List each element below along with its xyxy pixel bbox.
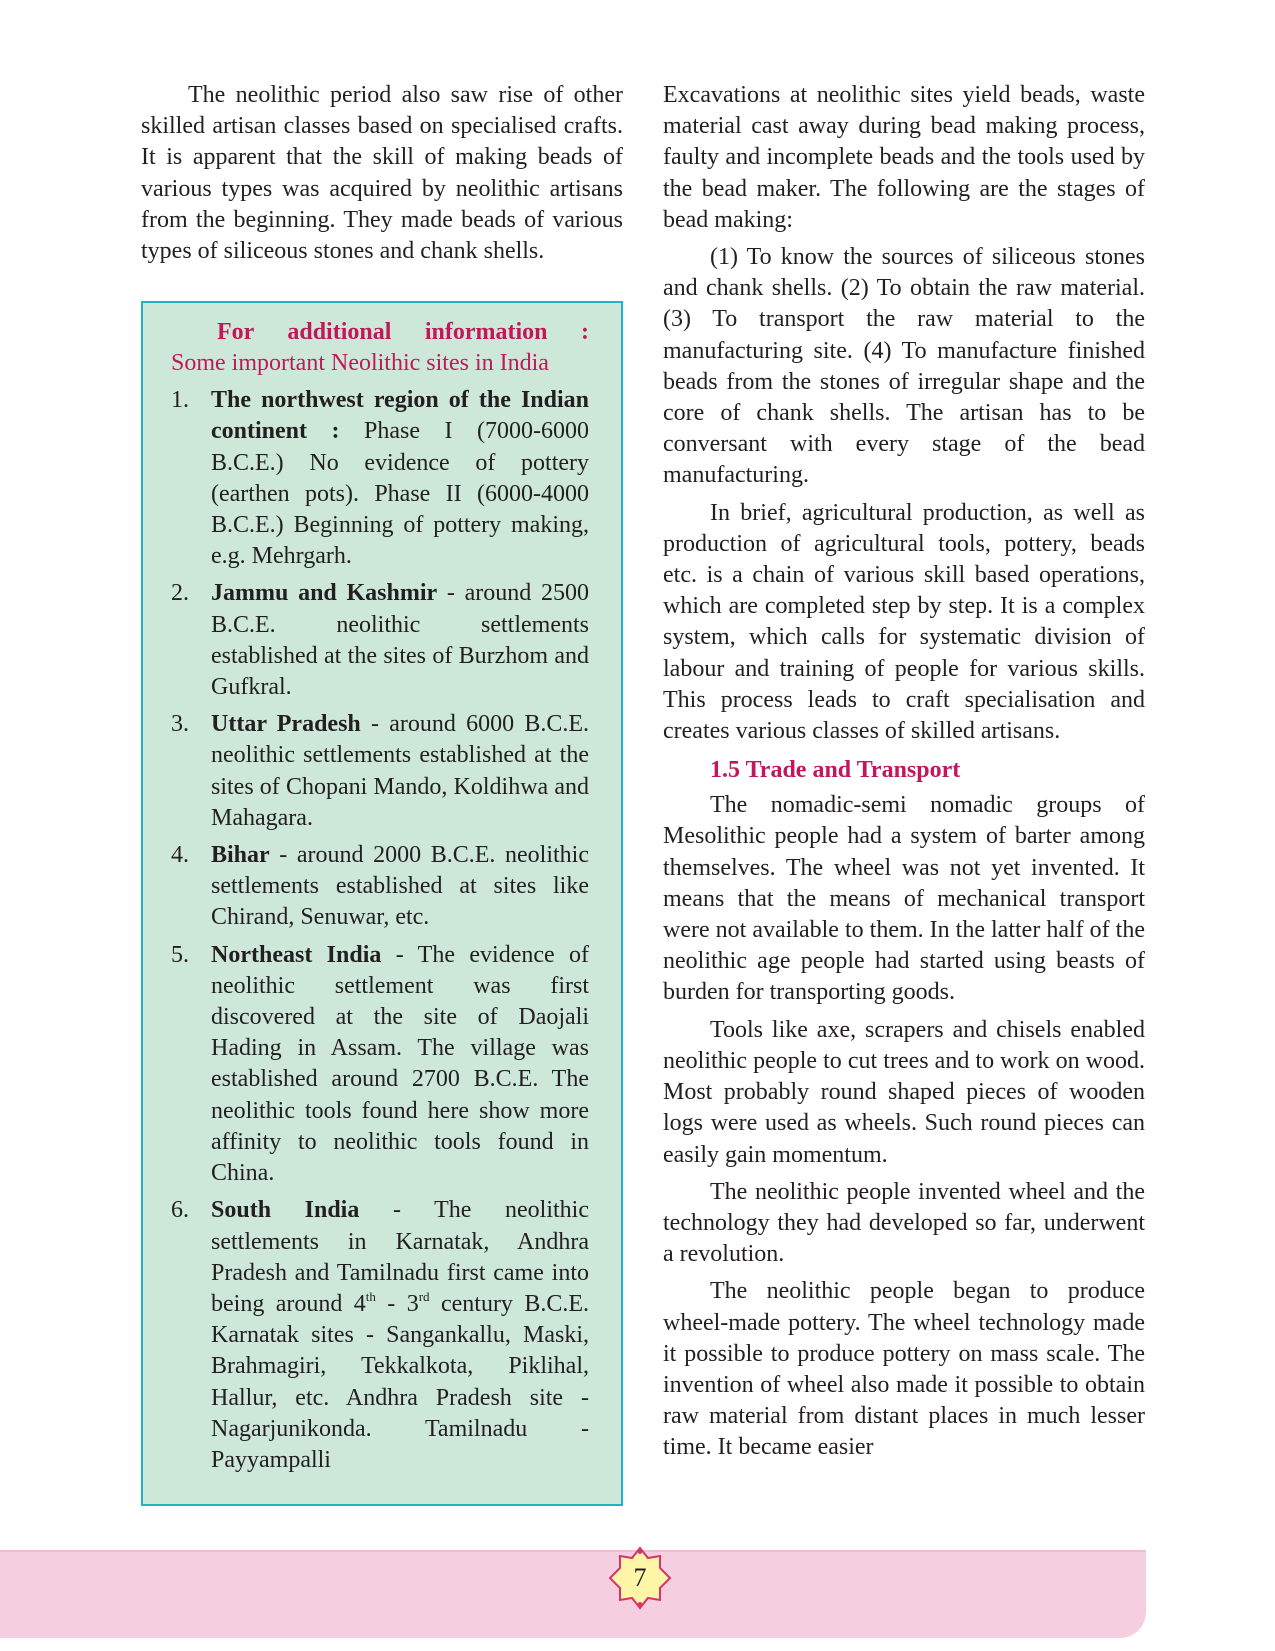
- list-number: 5.: [171, 941, 189, 968]
- list-item: [171, 578, 589, 703]
- excavations-paragraph: Excavations at neolithic sites yield beads, waste material cast away during bead making process, faulty and incomplete beads and the tools used by the bead maker. The following are the stages of bead making:: [663, 82, 1145, 233]
- info-box-subtitle: Some important Neolithic sites in India: [171, 350, 549, 377]
- additional-info-box: [141, 301, 623, 1506]
- bead-stages-paragraph: (1) To know the sources of siliceous stones and chank shells. (2) To obtain the raw material. (3) To transport the raw material to the manufacturing site. (4) To manufacture finished beads from the stones of irregular shape and the core of chank shells. The artisan has to be conversant with every stage of the bead manufacturing.: [663, 244, 1145, 489]
- footer-band: [0, 1550, 1146, 1638]
- region-description: - around 2500 B.C.E. neolithic settlements established at the sites of Burzhom and Gufkral.: [211, 580, 590, 701]
- section-heading: 1.5 Trade and Transport: [710, 757, 961, 784]
- region-name: Bihar: [211, 842, 270, 869]
- intro-paragraph: The neolithic period also saw rise of other skilled artisan classes based on specialised crafts. It is apparent that the skill of making beads of various types was acquired by neolithic artisans from the beginning. They made beads of various types of siliceous stones and chank shells.: [141, 82, 623, 265]
- list-item: [171, 1195, 589, 1476]
- info-box-title: For additional information :: [217, 319, 589, 346]
- list-item: [171, 709, 589, 834]
- barter-paragraph: The nomadic-semi nomadic groups of Mesolithic people had a system of barter among themselves. The wheel was not yet invented. It means that the means of mechanical transport were not available to them. In the latter half of the neolithic age people had started using beasts of burden for transporting goods.: [663, 792, 1145, 1006]
- region-name: South India: [211, 1197, 360, 1224]
- list-number: 1.: [171, 387, 189, 414]
- region-name: Jammu and Kashmir: [211, 580, 438, 607]
- neolithic-sites-list: [171, 385, 589, 1476]
- list-number: 6.: [171, 1197, 189, 1224]
- left-column: [141, 80, 623, 1506]
- region-name: Uttar Pradesh: [211, 711, 361, 738]
- page-number: 7: [633, 1563, 647, 1592]
- tools-paragraph: Tools like axe, scrapers and chisels enabled neolithic people to cut trees and to work on wood. Most probably round shaped pieces of wooden logs were used as wheels. Such round pieces can easily gain momentum.: [663, 1016, 1145, 1168]
- wheel-pottery-paragraph: The neolithic people began to produce wheel-made pottery. The wheel technology made it possible to produce pottery on mass scale. The invention of wheel also made it possible to obtain raw material from distant places in much lesser time. It became easier: [663, 1278, 1145, 1461]
- region-description: Phase I (7000-6000 B.C.E.) No evidence of pottery (earthen pots). Phase II (6000-4000 B.C.E.) Beginning of pottery making, e.g. Mehrgarh.: [211, 418, 589, 570]
- page-number-badge: [608, 1546, 672, 1610]
- ordinal-suffix: rd: [418, 1288, 430, 1304]
- list-number: 2.: [171, 580, 189, 607]
- region-description: - 3: [375, 1290, 419, 1317]
- list-item: [171, 840, 589, 934]
- list-number: 4.: [171, 842, 189, 869]
- agricultural-production-paragraph: In brief, agricultural production, as well as production of agricultural tools, pottery, beads etc. is a chain of various skill based operations, which are completed step by step. It is a complex system, which calls for systematic division of labour and training of people for various skills. This process leads to craft specialisation and creates various classes of skilled artisans.: [663, 499, 1145, 745]
- region-description: - around 6000 B.C.E. neolithic settlements established at the sites of Chopani Mando, Koldihwa and Mahagara.: [211, 711, 589, 831]
- ordinal-suffix: th: [365, 1288, 376, 1304]
- region-description: - The evidence of neolithic settlement was first discovered at the site of Daojali Hading in Assam. The village was established around 2700 B.C.E. The neolithic tools found here show more affinity to neolithic tools found in China.: [211, 941, 590, 1187]
- region-name: The northwest region of the Indian continent :: [211, 387, 589, 445]
- region-description: - around 2000 B.C.E. neolithic settlements established at sites like Chirand, Senuwar, etc.: [211, 842, 589, 931]
- list-item: [171, 940, 589, 1190]
- region-description: - The neolithic settlements in Karnatak, Andhra Pradesh and Tamilnadu first came into being around 4: [211, 1197, 589, 1317]
- list-number: 3.: [171, 711, 189, 738]
- list-item: [171, 385, 589, 572]
- right-column: [663, 80, 1145, 1470]
- region-name: Northeast India: [211, 941, 382, 968]
- wheel-invention-paragraph: The neolithic people invented wheel and the technology they had developed so far, underwent a revolution.: [663, 1178, 1145, 1268]
- region-description: century B.C.E. Karnatak sites - Sangankallu, Maski, Brahmagiri, Tekkalkota, Piklihal, Hallur, etc. Andhra Pradesh site - Nagarjunikonda. Tamilnadu - Payyampalli: [211, 1290, 590, 1473]
